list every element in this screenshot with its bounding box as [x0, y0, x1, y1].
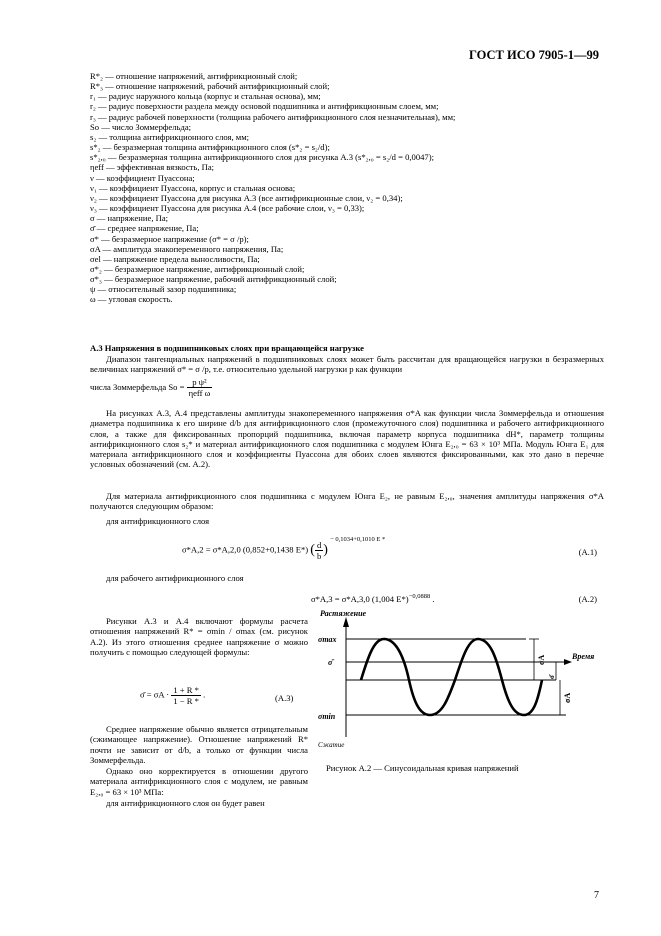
- equation-a2-exponent: −0,0888: [408, 593, 431, 600]
- arrow-up-icon: [343, 617, 349, 627]
- symbol-item: s*₂ — безразмерная толщина антифрикционного слоя (s*₂ = s₂/d);: [90, 142, 330, 153]
- equation-a2-body: σ*A,3 = σ*A,3,0 (1,004 E*): [311, 593, 409, 604]
- symbol-item: r₂ — радиус поверхности раздела между основой подшипника и антифрикционным слоем, мм;: [90, 101, 439, 112]
- symbol-item: ν₃ — коэффициент Пуассона для рисунка А.4 (все рабочие слои, ν₃ = 0,33);: [90, 203, 365, 214]
- paren-open: (: [310, 542, 315, 558]
- document-header: ГОСТ ИСО 7905-1—99: [468, 48, 599, 62]
- equation-a2-tail: .: [432, 593, 435, 604]
- fraction-denominator: b: [316, 551, 322, 561]
- stress-curve: [361, 639, 542, 715]
- sommerfeld-definition: [90, 377, 604, 399]
- equation-a2-number: (А.2): [578, 594, 597, 604]
- equation-a3-lhs: σ̄ = σA ·: [140, 689, 170, 700]
- figure-label-compression: Сжатие: [318, 741, 345, 749]
- column-paragraph-ratio: Рисунки А.3 и А.4 включают формулы расчета отношения напряжений R* = σmin / σmax (см. рисунок А.2). Из этого отношения среднее напряжение σ можно получить с помощью следующей формулы:: [90, 616, 308, 657]
- paragraph-intro: Диапазон тангенциальных напряжений в подшипниковых слоях может быть рассчитан для вращающейся нагрузки в безразмерных величинах напряжений σ* = σ /p, т.е. относительно удельной нагрузки p как функции: [90, 354, 604, 375]
- paragraph-figures: На рисунках А.3, А.4 представлены амплитуды знакопеременного напряжения σ*A как функции числа Зоммерфельда и отношения диаметра подшипника к его ширине d/b для антифрикционного слоя (промежуточного слоя) подшипника и рабочего антифрикционного слоя, а также для фиксированных пропорций подшипника, включая параметр корпуса подшипника dH*, параметр толщины антифрикционного слоя s₂* и материал антифрикционного слоя подшипника с модулем Юнга E₂,₀ = 63 × 10³ МПа. Модуль Юнга E₁ для материала антифрикционного слоя и коэффициенты Пуассона для обоих слоев являются фиксированными, как это дано в перечне условных обозначений (см. А.2).: [90, 408, 604, 470]
- paragraph-material: Для материала антифрикционного слоя подшипника с модулем Юнга E₂, не равным E₂,₀, значения амплитуды напряжения σ*A получаются следующим образом:: [90, 491, 604, 512]
- symbol-item: r₁ — радиус наружного кольца (корпус и стальная основа), мм;: [90, 91, 321, 102]
- equation-a3-fraction: [171, 685, 201, 706]
- column-paragraph-mean: Среднее напряжение обычно является отрицательным (сжимающее напряжение). Отношение напряжений R* почти не зависит от d/b, а только от функции числа Зоммерфельда.: [90, 724, 308, 765]
- figure-label-sigma-a-lower: σA: [563, 692, 572, 703]
- equation-a1-exponent: − 0,1034+0,1010 E *: [330, 535, 386, 543]
- symbol-item: ν₂ — коэффициент Пуассона для рисунка А.3 (все антифрикционные слои, ν₂ = 0,34);: [90, 192, 403, 203]
- symbol-list: [90, 71, 610, 305]
- equation-a3: [140, 685, 205, 706]
- symbol-item: ψ — относительный зазор подшипника;: [90, 284, 237, 295]
- symbol-item: s*₂,₀ — безразмерная толщина антифрикционного слоя для рисунка А.3 (s*₂,₀ = s₂/d = 0,0047);: [90, 152, 434, 163]
- sommerfeld-fraction: [187, 377, 213, 399]
- paragraph-working-layer-label: для рабочего антифрикционного слоя: [106, 573, 244, 583]
- symbol-item: ηeff — эффективная вязкость, Па;: [90, 162, 215, 173]
- arrow-right-icon: [564, 659, 572, 665]
- symbol-item: σ*₂ — безразмерное напряжение, антифрикционный слой;: [90, 263, 305, 274]
- sommerfeld-denominator: ηeff ω: [188, 388, 211, 399]
- symbol-item: σ* — безразмерное напряжение (σ* = σ /p);: [90, 233, 249, 244]
- figure-label-smin: σmin: [318, 712, 336, 721]
- symbol-item: r₃ — радиус рабочей поверхности (толщина рабочего антифрикционного слоя незначительная), мм;: [90, 111, 456, 122]
- symbol-item: σ̄ — среднее напряжение, Па;: [90, 223, 199, 234]
- equation-a1: [182, 535, 386, 561]
- symbol-item: s₂ — толщина антифрикционного слоя, мм;: [90, 131, 250, 142]
- equation-a2: [311, 593, 435, 604]
- figure-label-smax: σmax: [318, 635, 337, 644]
- fraction-denominator: 1 − R *: [173, 696, 199, 706]
- figure-label-tension: Растяжение: [320, 609, 367, 618]
- symbol-item: So — число Зоммерфельда;: [90, 121, 192, 132]
- figure-label-time: Время: [572, 652, 595, 661]
- equation-a3-tail: .: [203, 689, 206, 700]
- fraction-numerator: d: [316, 540, 322, 550]
- equation-a1-body: σ*A,2 = σ*A,2,0 (0,852+0,1438 E*): [182, 544, 309, 555]
- symbol-item: R*₂ — отношение напряжений, антифрикционный слой;: [90, 71, 298, 81]
- symbol-item: ω — угловая скорость.: [90, 294, 173, 305]
- column-paragraph-last: для антифрикционного слоя он будет равен: [106, 798, 265, 808]
- figure-label-sigma-a-upper: σA: [537, 654, 546, 665]
- symbol-item: σA — амплитуда знакопеременного напряжения, Па;: [90, 243, 284, 254]
- section-title: А.3 Напряжения в подшипниковых слоях при вращающейся нагрузке: [90, 343, 364, 353]
- symbol-item: σ*₃ — безразмерное напряжение, рабочий антифрикционный слой;: [90, 274, 337, 285]
- equation-a3-number: (А.3): [275, 693, 294, 703]
- figure-label-smean: σ̄: [328, 658, 333, 667]
- figure-caption: Рисунок А.2 — Синусоидальная кривая напряжений: [326, 763, 519, 773]
- sommerfeld-numerator: p ψ²: [187, 377, 213, 388]
- symbol-item: R*₃ — отношение напряжений, рабочий антифрикционный слой;: [90, 81, 330, 92]
- symbol-item: σel — напряжение предела выносливости, Па;: [90, 253, 260, 264]
- sommerfeld-lead: числа Зоммерфельда So =: [90, 381, 185, 392]
- symbol-item: ν₁ — коэффициент Пуассона, корпус и стальная основа;: [90, 182, 296, 193]
- symbol-item: ν — коэффициент Пуассона;: [90, 172, 195, 183]
- paragraph-layer-label: для антифрикционного слоя: [106, 516, 210, 526]
- symbol-item: σ — напряжение, Па;: [90, 213, 169, 224]
- equation-a1-number: (А.1): [578, 547, 597, 557]
- figure-label-mean-dim: σ̄: [548, 675, 556, 679]
- sinusoid-figure: [316, 607, 606, 752]
- page-number: 7: [594, 890, 599, 901]
- column-paragraph-correction: Однако оно корректируется в отношении другого материала антифрикционного слоя с модулем, не равным E₂,₀ = 63 × 10³ МПа:: [90, 766, 308, 797]
- fraction-numerator: 1 + R *: [173, 685, 199, 695]
- paren-close: ): [323, 542, 328, 558]
